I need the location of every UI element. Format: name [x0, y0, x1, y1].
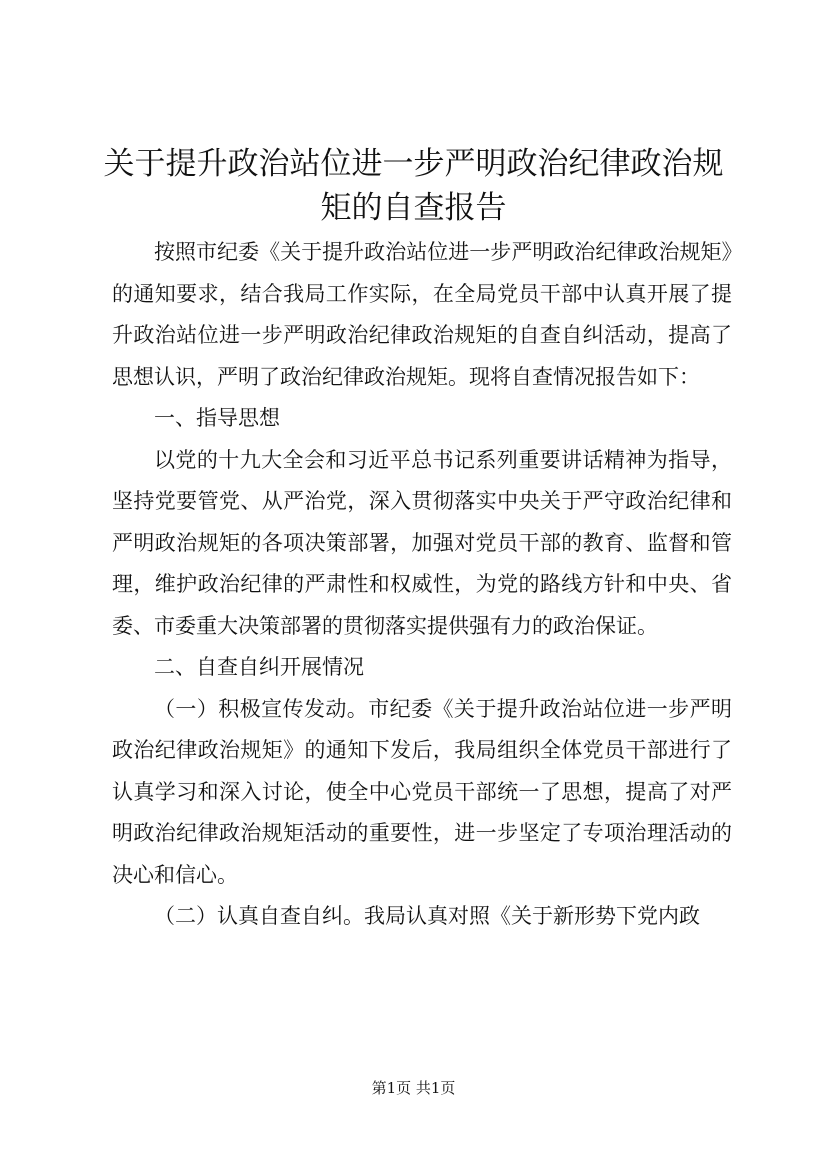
- document-body: [112, 232, 732, 938]
- document-title: 关于提升政治站位进一步严明政治纪律政治规矩的自查报告: [103, 146, 724, 226]
- paragraph-publicity: （一）积极宣传发动。市纪委《关于提升政治站位进一步严明政治纪律政治规矩》的通知下发后，我局组织全体党员干部进行了认真学习和深入讨论，使全中心党员干部统一了思想，提高了对严明政治纪律政治规矩活动的重要性，进一步坚定了专项治理活动的决心和信心。: [112, 696, 732, 887]
- paragraph-self-correction: （二）认真自查自纠。我局认真对照《关于新形势下党内政: [154, 904, 700, 928]
- section-heading-self-check: 二、自查自纠开展情况: [154, 655, 364, 679]
- paragraph-intro: 按照市纪委《关于提升政治站位进一步严明政治纪律政治规矩》的通知要求，结合我局工作实际，在全局党员干部中认真开展了提升政治站位进一步严明政治纪律政治规矩的自查自纠活动，提高了思想认识，严明了政治纪律政治规矩。现将自查情况报告如下：: [112, 240, 732, 389]
- page-footer: 第1页 共1页: [371, 1079, 456, 1097]
- paragraph-guiding-thought: 以党的十九大全会和习近平总书记系列重要讲话精神为指导，坚持党要管党、从严治党，深入贯彻落实中央关于严守政治纪律和严明政治规矩的各项决策部署，加强对党员干部的教育、监督和管理，维护政治纪律的严肃性和权威性，为党的路线方针和中央、省委、市委重大决策部署的贯彻落实提供强有力的政治保证。: [112, 447, 732, 638]
- section-heading-guiding-thought: 一、指导思想: [154, 406, 280, 430]
